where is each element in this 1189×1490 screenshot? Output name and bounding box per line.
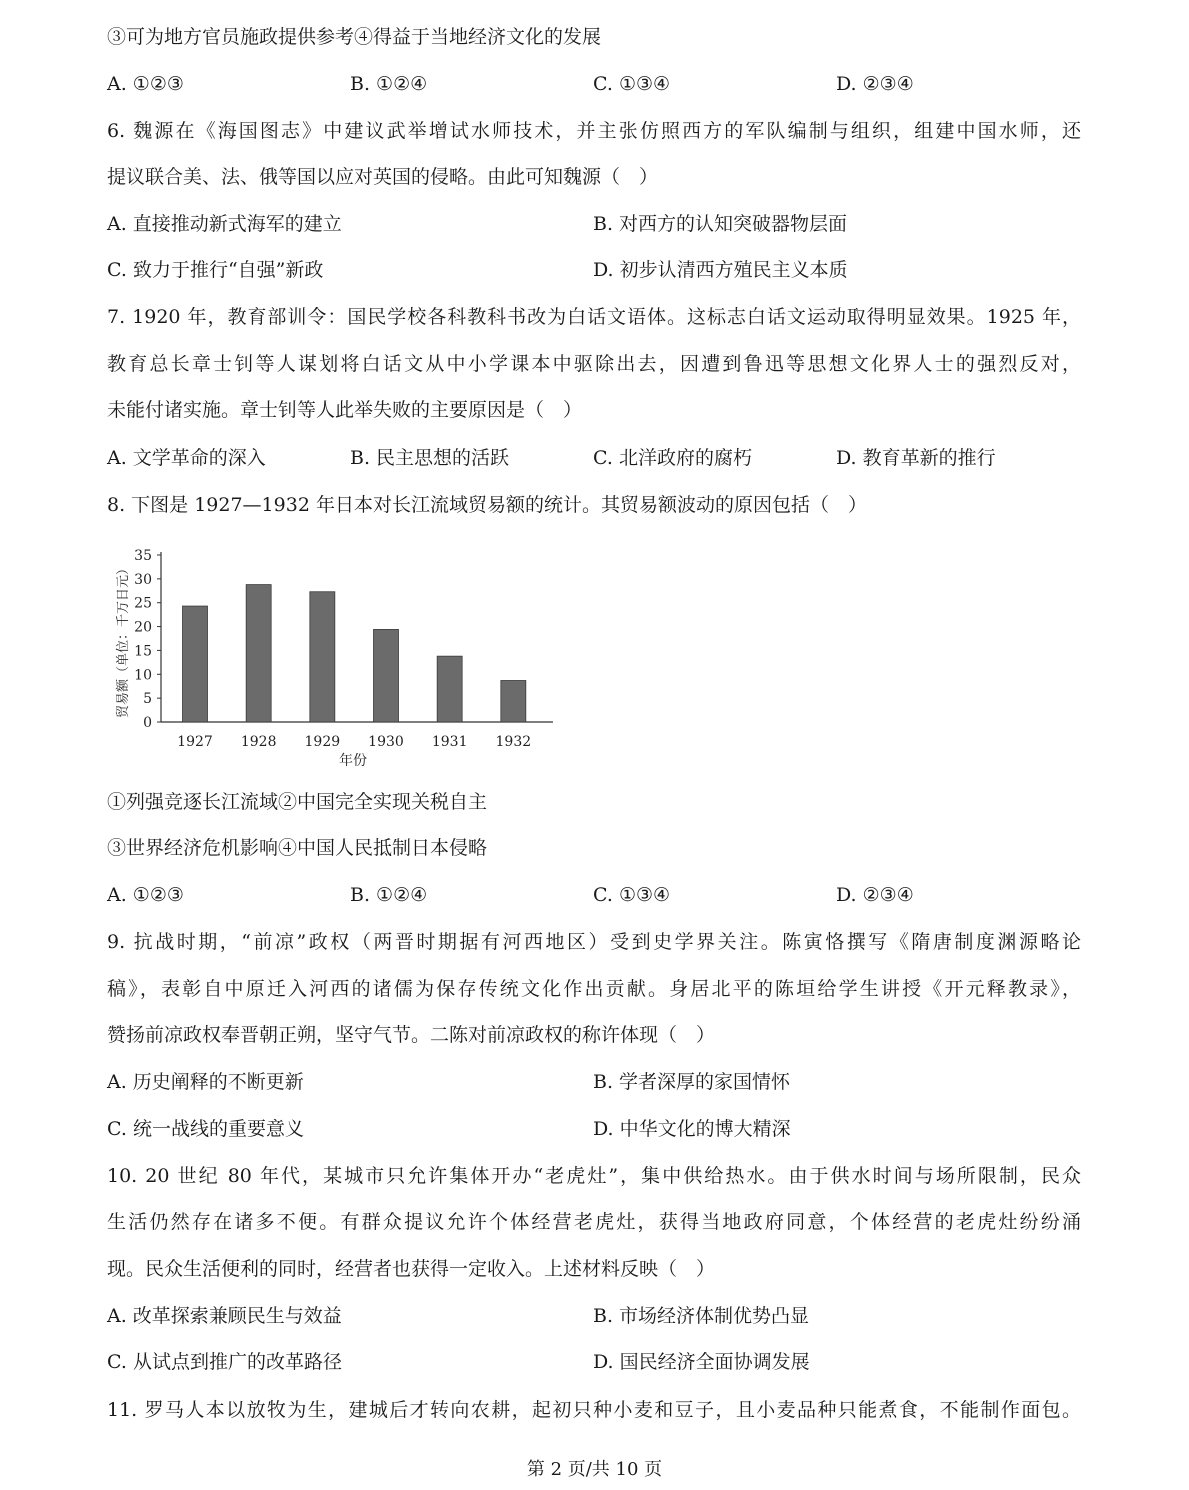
q6-option-b: B. 对西方的认知突破器物层面 [593, 213, 848, 235]
q10-stem-line-2: 生活仍然存在诸多不便。有群众提议允许个体经营老虎灶，获得当地政府同意，个体经营的老虎灶纷纷涌 [107, 1211, 1081, 1233]
q7-option-a: A. 文学革命的深入 [107, 447, 266, 469]
bar-1928 [246, 585, 271, 722]
q6-option-d: D. 初步认清西方殖民主义本质 [593, 259, 848, 281]
x-tick-label: 1932 [495, 734, 532, 750]
q10-stem-line-1: 10. 20 世纪 80 年代，某城市只允许集体开办“老虎灶”，集中供给热水。由于供水时间与场所限制，民众 [107, 1165, 1081, 1187]
q11-stem-line-1: 11. 罗马人本以放牧为生，建城后才转向农耕，起初只种小麦和豆子，且小麦品种只能煮食，不能制作面包。 [107, 1399, 1081, 1421]
q8-item-line-2: ③世界经济危机影响④中国人民抵制日本侵略 [107, 837, 488, 859]
q9-stem-line-2: 稿》，表彰自中原迁入河西的诸儒为保存传统文化作出贡献。身居北平的陈垣给学生讲授《开元释教录》， [107, 978, 1081, 1000]
q9-option-d: D. 中华文化的博大精深 [593, 1118, 791, 1140]
trade-bar-chart [105, 538, 575, 778]
x-tick-label: 1930 [368, 734, 404, 750]
q7-option-c: C. 北洋政府的腐朽 [593, 447, 752, 469]
q5-option-b: B. ①②④ [350, 73, 428, 95]
q5-option-c: C. ①③④ [593, 73, 671, 95]
y-tick-label: 15 [134, 643, 152, 660]
q6-stem-line-2: 提议联合美、法、俄等国以应对英国的侵略。由此可知魏源（ ） [107, 166, 659, 188]
x-tick-label: 1927 [177, 734, 213, 750]
q9-stem-line-1: 9. 抗战时期，“前凉”政权（两晋时期据有河西地区）受到史学界关注。陈寅恪撰写《隋唐制度渊源略论 [107, 931, 1081, 953]
q7-stem-line-2: 教育总长章士钊等人谋划将白话文从中小学课本中驱除出去，因遭到鲁迅等思想文化界人士的强烈反对， [107, 353, 1081, 375]
bar-1931 [437, 656, 462, 722]
q10-option-b: B. 市场经济体制优势凸显 [593, 1305, 810, 1327]
y-tick-label: 20 [134, 619, 152, 636]
q9-option-a: A. 历史阐释的不断更新 [107, 1071, 304, 1093]
x-tick-label: 1928 [240, 734, 277, 750]
y-tick-label: 10 [134, 667, 152, 684]
q7-stem-line-3: 未能付诸实施。章士钊等人此举失败的主要原因是（ ） [107, 399, 583, 421]
q5-item-line: ③可为地方官员施政提供参考④得益于当地经济文化的发展 [107, 26, 602, 48]
y-tick-label: 35 [134, 548, 152, 564]
q8-option-b: B. ①②④ [350, 884, 428, 906]
chart-bars [183, 585, 526, 722]
y-tick-label: 25 [134, 595, 152, 612]
q7-stem-line-1: 7. 1920 年，教育部训令：国民学校各科教科书改为白话文语体。这标志白话文运动取得明显效果。1925 年， [107, 306, 1081, 328]
x-tick-label: 1931 [431, 734, 468, 750]
bar-1930 [374, 629, 399, 722]
q6-option-c: C. 致力于推行“自强”新政 [107, 259, 324, 281]
q8-option-a: A. ①②③ [107, 884, 184, 906]
bar-1932 [501, 680, 526, 722]
q9-option-b: B. 学者深厚的家国情怀 [593, 1071, 791, 1093]
q9-stem-line-3: 赞扬前凉政权奉晋朝正朔，坚守气节。二陈对前凉政权的称许体现（ ） [107, 1024, 716, 1046]
page-number: 第 2 页/共 10 页 [526, 1459, 663, 1480]
bar-1927 [183, 606, 208, 722]
q10-option-a: A. 改革探索兼顾民生与效益 [107, 1305, 342, 1327]
q5-option-a: A. ①②③ [107, 73, 184, 95]
q10-option-c: C. 从试点到推广的改革路径 [107, 1351, 342, 1373]
bar-1929 [310, 592, 335, 722]
q8-option-c: C. ①③④ [593, 884, 671, 906]
y-tick-label: 30 [134, 571, 152, 588]
y-tick-label: 5 [143, 691, 152, 708]
y-tick-label: 0 [143, 715, 152, 731]
y-axis-title: 贸易额（单位：千万日元） [116, 561, 131, 719]
x-tick-label: 1929 [304, 734, 341, 750]
q7-option-b: B. 民主思想的活跃 [350, 447, 510, 469]
q10-option-d: D. 国民经济全面协调发展 [593, 1351, 810, 1373]
q9-option-c: C. 统一战线的重要意义 [107, 1118, 304, 1140]
q7-option-d: D. 教育革新的推行 [836, 447, 996, 469]
q8-item-line-1: ①列强竞逐长江流域②中国完全实现关税自主 [107, 791, 488, 813]
x-axis-title: 年份 [339, 753, 367, 769]
q6-stem-line-1: 6. 魏源在《海国图志》中建议武举增试水师技术，并主张仿照西方的军队编制与组织，组建中国水师，还 [107, 120, 1081, 142]
q8-stem: 8. 下图是 1927—1932 年日本对长江流域贸易额的统计。其贸易额波动的原因包括（ ） [107, 494, 867, 516]
q5-option-d: D. ②③④ [836, 73, 914, 95]
q6-option-a: A. 直接推动新式海军的建立 [107, 213, 342, 235]
q10-stem-line-3: 现。民众生活便利的同时，经营者也获得一定收入。上述材料反映（ ） [107, 1258, 716, 1280]
chart-axes [157, 552, 553, 722]
q8-option-d: D. ②③④ [836, 884, 914, 906]
